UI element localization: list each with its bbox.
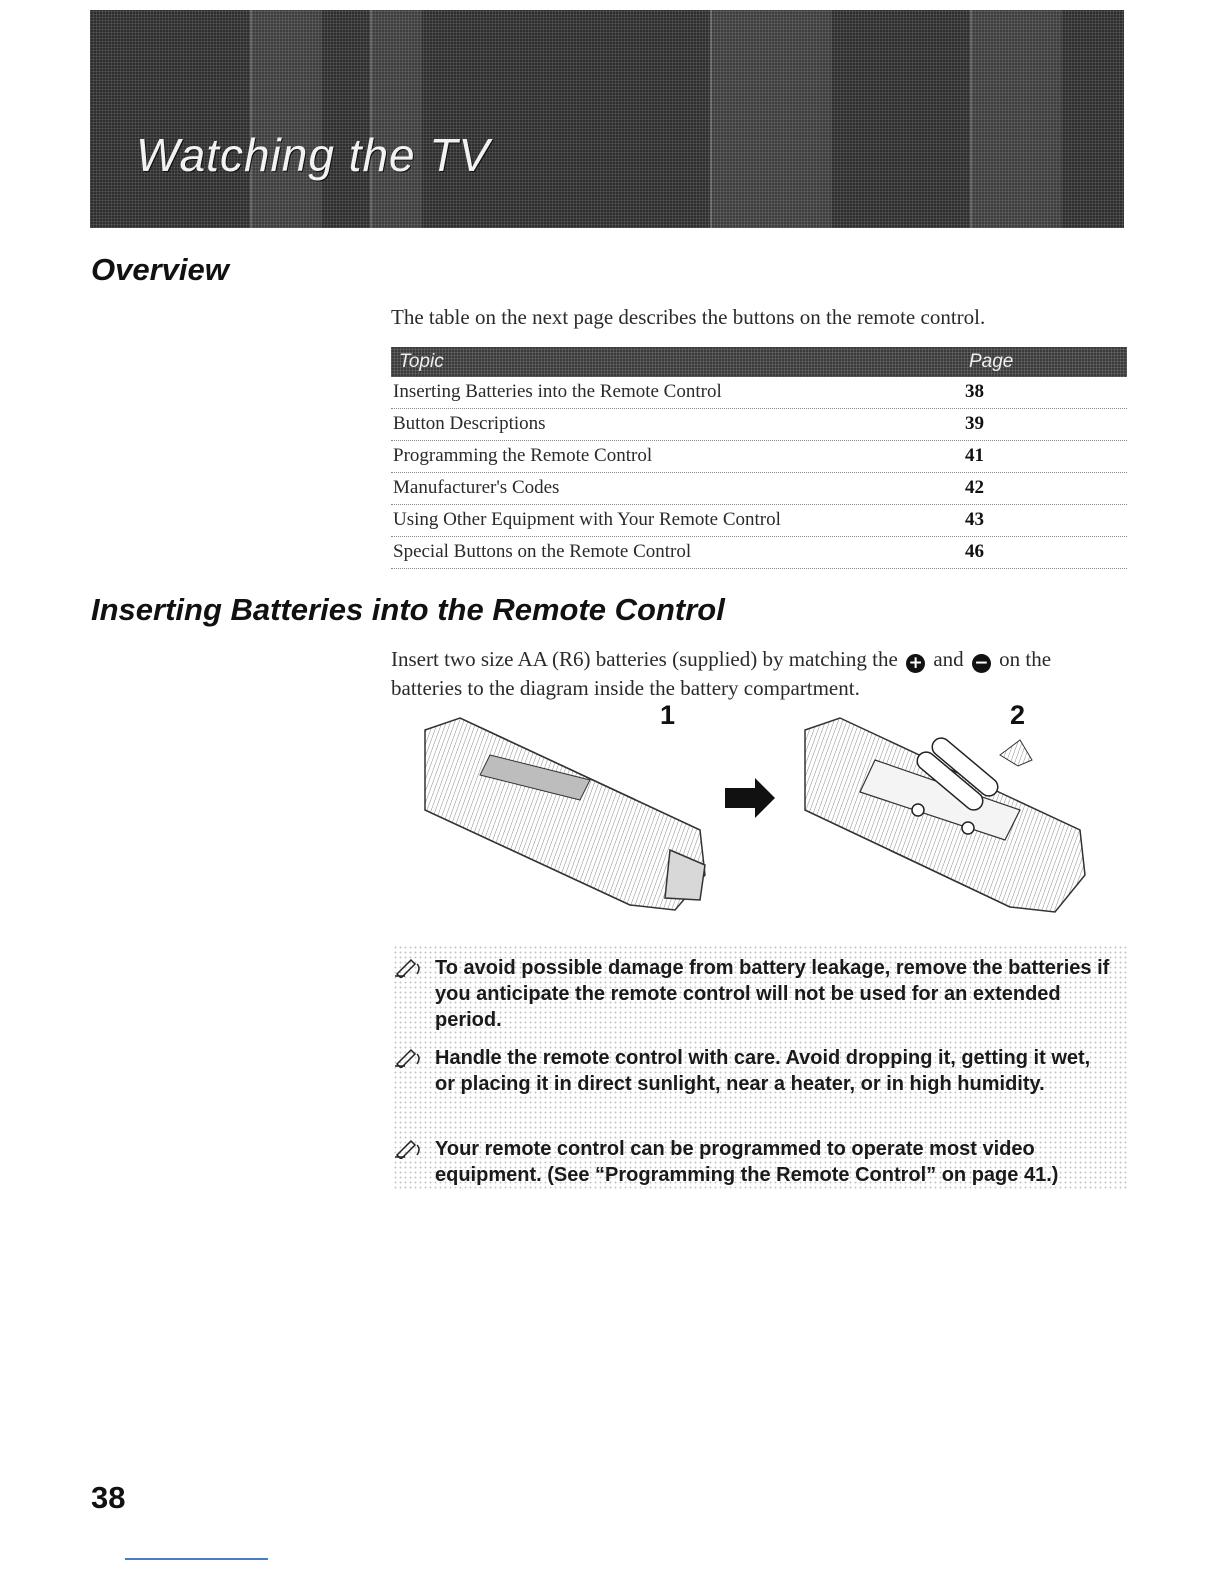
note-pencil-icon xyxy=(393,956,423,978)
overview-heading: Overview xyxy=(91,252,229,287)
table-row[interactable] xyxy=(391,409,1127,441)
batteries-heading: Inserting Batteries into the Remote Control xyxy=(91,592,725,627)
note-text: Handle the remote control with care. Avoid dropping it, getting it wet, or placing it in direct sunlight, near a heater, or in high humidity. xyxy=(435,1047,1091,1095)
topic-cell: Using Other Equipment with Your Remote Control xyxy=(393,509,781,530)
minus-icon: − xyxy=(972,654,991,673)
topic-table-header xyxy=(391,347,1127,377)
topic-column-header: Topic xyxy=(399,351,444,372)
topic-cell: Inserting Batteries into the Remote Control xyxy=(393,381,722,402)
notes-box xyxy=(393,945,1128,1190)
remote-control-diagram xyxy=(420,700,1100,925)
page-cell: 41 xyxy=(965,445,984,466)
arrow-right-icon xyxy=(725,778,775,818)
page-cell: 46 xyxy=(965,541,984,562)
footer-rule xyxy=(125,1558,268,1560)
table-row[interactable] xyxy=(391,537,1127,569)
instruction-text: and xyxy=(933,647,964,671)
topic-cell: Button Descriptions xyxy=(393,413,546,434)
batteries-instructions xyxy=(391,645,1111,703)
overview-intro: The table on the next page describes the buttons on the remote control. xyxy=(391,305,986,329)
plus-icon: + xyxy=(906,654,925,673)
page-cell: 38 xyxy=(965,381,984,402)
topic-cell: Special Buttons on the Remote Control xyxy=(393,541,692,562)
page-cell: 42 xyxy=(965,477,984,498)
step-2-label: 2 xyxy=(1010,700,1026,730)
page-number: 38 xyxy=(91,1480,126,1515)
banner-decoration xyxy=(710,10,832,228)
note-pencil-icon xyxy=(393,1137,423,1159)
table-row[interactable] xyxy=(391,377,1127,409)
instruction-text: Insert two size AA (R6) batteries (supplied) by matching the xyxy=(391,647,898,671)
page-cell: 39 xyxy=(965,413,984,434)
page-column-header: Page xyxy=(969,351,1014,372)
table-row[interactable] xyxy=(391,473,1127,505)
note-text: Your remote control can be programmed to operate most video equipment. (See “Programming the Remote Control” on page 41.) xyxy=(435,1138,1059,1186)
topic-cell: Programming the Remote Control xyxy=(393,445,653,466)
chapter-banner xyxy=(90,10,1124,228)
note-text: To avoid possible damage from battery leakage, remove the batteries if you anticipate the remote control will not be used for an extended period. xyxy=(435,957,1110,1031)
table-row[interactable] xyxy=(391,441,1127,473)
banner-decoration xyxy=(970,10,1062,228)
instruction-text: on the batteries to the diagram inside the battery compartment. xyxy=(391,647,1052,700)
topic-cell: Manufacturer's Codes xyxy=(393,477,560,498)
step-1-label: 1 xyxy=(660,700,676,730)
battery-illustration xyxy=(420,700,1100,925)
banner-decoration xyxy=(370,10,422,228)
page-cell: 43 xyxy=(965,509,984,530)
remote-closed-icon xyxy=(425,718,705,910)
chapter-title: Watching the TV xyxy=(136,129,491,181)
topic-table xyxy=(391,347,1127,569)
remote-open-icon xyxy=(805,718,1085,912)
note-pencil-icon xyxy=(393,1046,423,1068)
banner-decoration xyxy=(250,10,322,228)
table-row[interactable] xyxy=(391,505,1127,537)
